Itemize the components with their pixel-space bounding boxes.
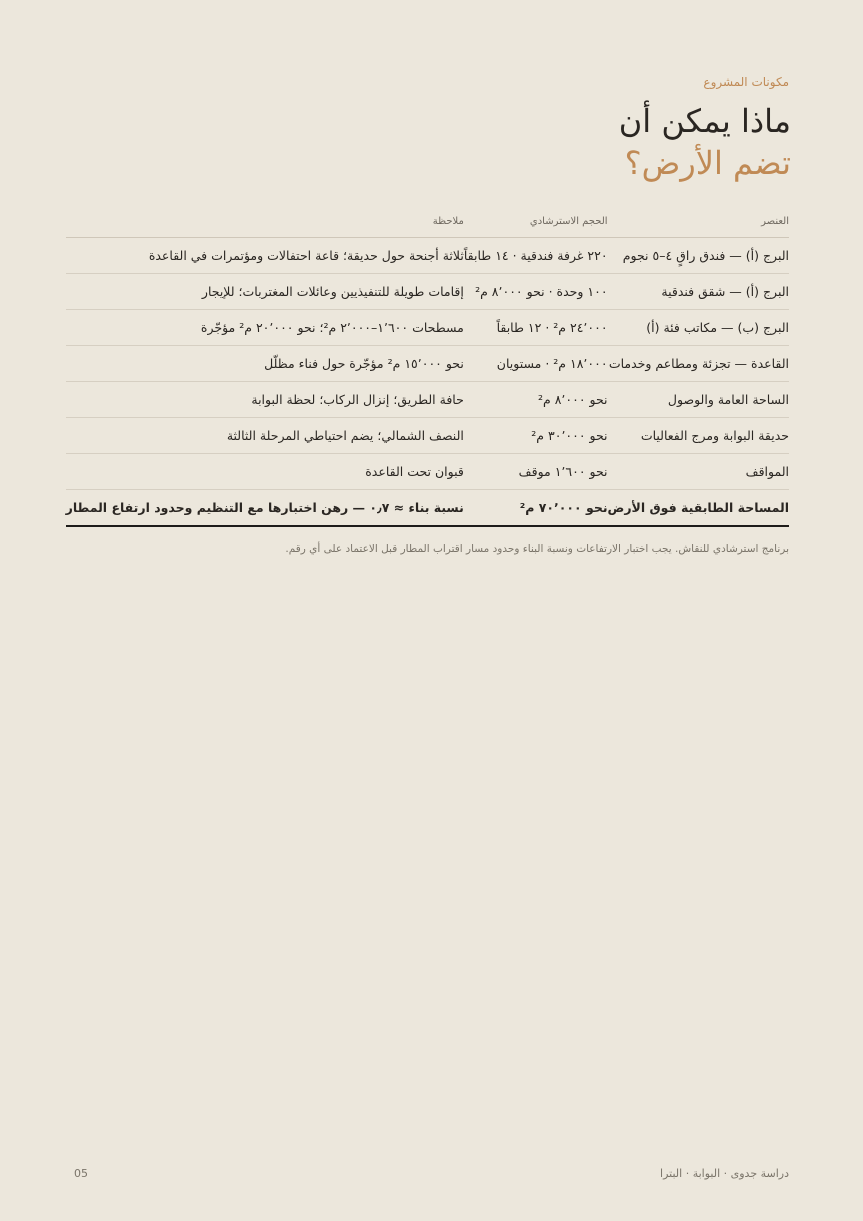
cell-note: إقامات طويلة للتنفيذيين وعائلات المغتربات؛ للإيجار [66, 274, 464, 310]
table-row [66, 346, 789, 382]
header-element: العنصر [608, 205, 789, 238]
footer-title: دراسة جدوى · البوابة · البترا [660, 1167, 789, 1180]
cell-element: الساحة العامة والوصول [608, 382, 789, 418]
cell-note: ثلاثة أجنحة حول حديقة؛ قاعة احتفالات ومؤتمرات في القاعدة [66, 238, 464, 274]
total-note: نسبة بناء ≈ ٠٫٧ — رهن اختبارها مع التنظيم وحدود ارتفاع المطار [66, 490, 464, 527]
cell-note: حافة الطريق؛ إنزال الركاب؛ لحظة البوابة [66, 382, 464, 418]
cell-size: ٢٢٠ غرفة فندقية · ١٤ طابقاً [464, 238, 608, 274]
table-header-row [66, 205, 789, 238]
cell-size: ١٠٠ وحدة · نحو ٨٬٠٠٠ م² [464, 274, 608, 310]
cell-element: المواقف [608, 454, 789, 490]
footnote: برنامج استرشادي للنقاش. يجب اختبار الارتفاعات ونسبة البناء وحدود مسار اقتراب المطار قبل الاعتماد على أي رقم. [285, 543, 789, 555]
page-number: 05 [74, 1167, 88, 1180]
cell-note: قبوان تحت القاعدة [66, 454, 464, 490]
table-row [66, 274, 789, 310]
cell-size: نحو ٣٠٬٠٠٠ م² [464, 418, 608, 454]
page-title [619, 100, 791, 184]
cell-element: القاعدة — تجزئة ومطاعم وخدمات [608, 346, 789, 382]
cell-element: البرج (أ) — شقق فندقية [608, 274, 789, 310]
total-size: نحو ٧٠٬٠٠٠ م² [464, 490, 608, 527]
cell-size: نحو ١٬٦٠٠ موقف [464, 454, 608, 490]
table-row [66, 454, 789, 490]
title-line-1: ماذا يمكن أن [618, 102, 791, 140]
table-row [66, 382, 789, 418]
title-line-2: تضم الأرض؟ [624, 144, 791, 182]
table-row [66, 238, 789, 274]
cell-note: النصف الشمالي؛ يضم احتياطي المرحلة الثالثة [66, 418, 464, 454]
table-total-row [66, 490, 789, 527]
section-eyebrow: مكونات المشروع [703, 75, 789, 89]
cell-element: البرج (أ) — فندق راقٍ ٤–٥ نجوم [608, 238, 789, 274]
cell-element: حديقة البوابة ومرج الفعاليات [608, 418, 789, 454]
table-row [66, 418, 789, 454]
table-row [66, 310, 789, 346]
cell-size: ١٨٬٠٠٠ م² · مستويان [464, 346, 608, 382]
cell-element: البرج (ب) — مكاتب فئة (أ) [608, 310, 789, 346]
header-size: الحجم الاسترشادي [464, 205, 608, 238]
cell-size: نحو ٨٬٠٠٠ م² [464, 382, 608, 418]
cell-note: نحو ١٥٬٠٠٠ م² مؤجّرة حول فناء مظلّل [66, 346, 464, 382]
cell-note: مسطحات ١٬٦٠٠–٢٬٠٠٠ م²؛ نحو ٢٠٬٠٠٠ م² مؤجّرة [66, 310, 464, 346]
program-table [66, 205, 789, 527]
cell-size: ٢٤٬٠٠٠ م² · ١٢ طابقاً [464, 310, 608, 346]
total-element: المساحة الطابقية فوق الأرض [608, 490, 789, 527]
header-note: ملاحظة [66, 205, 464, 238]
